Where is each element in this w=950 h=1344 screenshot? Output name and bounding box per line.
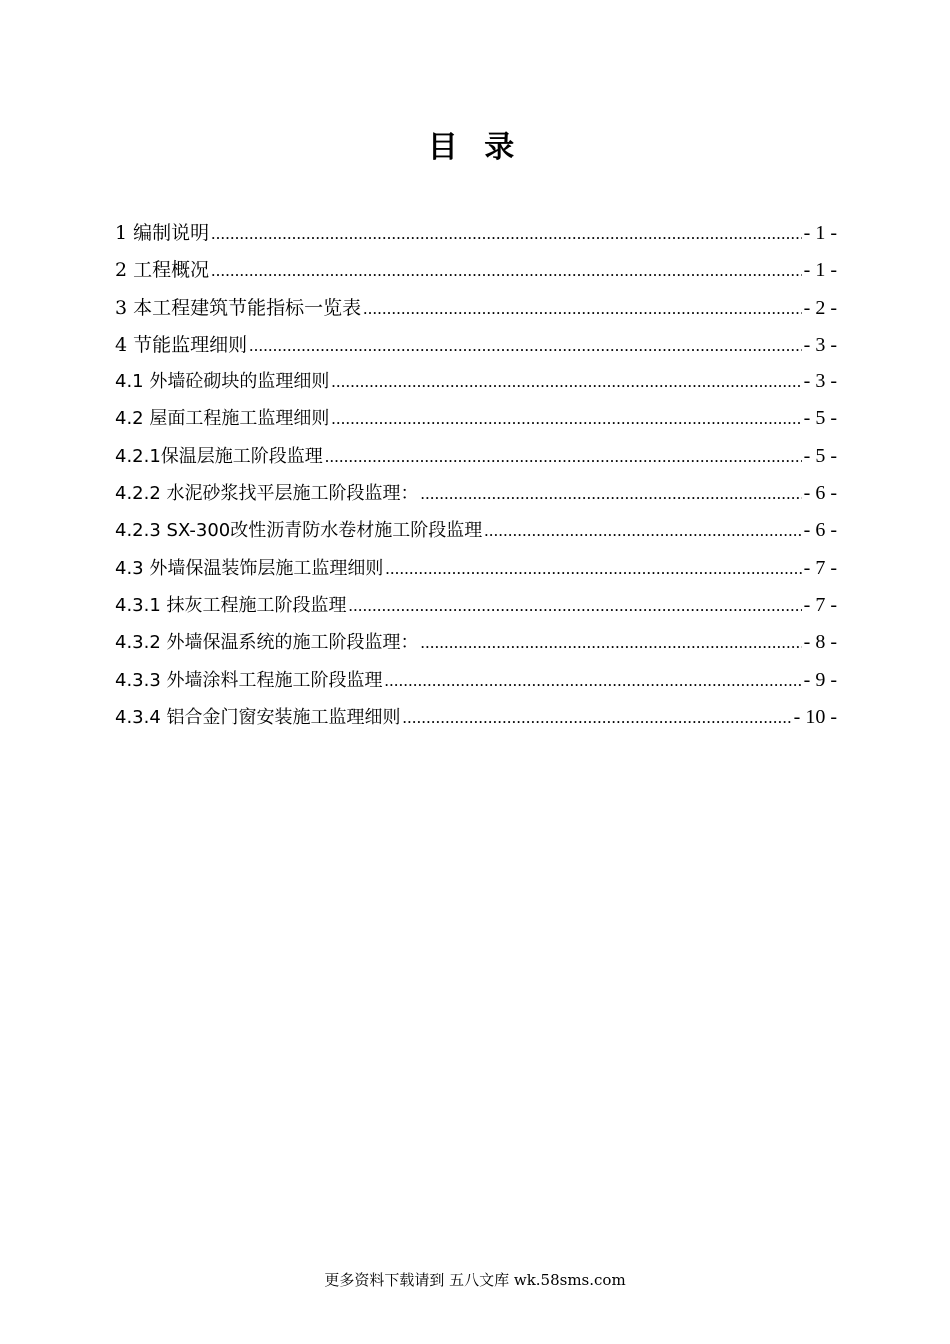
toc-dot-leader bbox=[385, 559, 801, 579]
toc-dot-leader bbox=[421, 633, 802, 653]
toc-entry-label: 4.3.2 外墙保温系统的施工阶段监理： bbox=[115, 632, 419, 654]
toc-dot-leader bbox=[249, 336, 802, 356]
toc-entry[interactable] bbox=[115, 666, 837, 703]
toc-entry[interactable] bbox=[115, 516, 837, 553]
toc-entry[interactable] bbox=[115, 367, 837, 404]
toc-page-number: - 6 - bbox=[803, 519, 837, 542]
toc-page-number: - 9 - bbox=[803, 668, 837, 691]
toc-entry-label: 4.3.3 外墙涂料工程施工阶段监理 bbox=[115, 669, 383, 691]
toc-entry-label: 4.2.1保温层施工阶段监理 bbox=[115, 445, 323, 467]
toc-page-number: - 7 - bbox=[803, 556, 837, 579]
toc-dot-leader bbox=[331, 409, 801, 429]
toc-entry-label: 4.2.3 SX-300改性沥青防水卷材施工阶段监理 bbox=[115, 520, 483, 542]
toc-page-number: - 3 - bbox=[803, 333, 837, 356]
toc-dot-leader bbox=[403, 708, 792, 728]
toc-page-number: - 10 - bbox=[793, 705, 837, 728]
toc-entry[interactable] bbox=[115, 404, 837, 441]
toc-entry-label: 4.3.4 铝合金门窗安装施工监理细则 bbox=[115, 706, 401, 728]
toc-entry-label: 4 节能监理细则 bbox=[115, 333, 248, 356]
toc-entry-label: 2 工程概况 bbox=[115, 259, 210, 282]
toc-page-number: - 8 - bbox=[803, 631, 837, 654]
toc-page-number: - 2 - bbox=[803, 296, 837, 319]
toc-entry[interactable] bbox=[115, 330, 837, 367]
toc-dot-leader bbox=[385, 671, 802, 691]
toc-dot-leader bbox=[331, 372, 801, 392]
toc-dot-leader bbox=[421, 484, 802, 504]
toc-page-number: - 5 - bbox=[803, 407, 837, 430]
toc-entry-label: 4.3 外墙保温装饰层施工监理细则 bbox=[115, 557, 384, 579]
toc-entry[interactable] bbox=[115, 628, 837, 665]
toc-entry[interactable] bbox=[115, 479, 837, 516]
table-of-contents bbox=[115, 218, 837, 740]
toc-page-number: - 5 - bbox=[803, 444, 837, 467]
toc-page-number: - 7 - bbox=[803, 593, 837, 616]
toc-entry-label: 4.1 外墙砼砌块的监理细则 bbox=[115, 371, 330, 393]
toc-dot-leader bbox=[484, 521, 801, 541]
toc-entry[interactable] bbox=[115, 591, 837, 628]
page-title: 目 录 bbox=[427, 130, 523, 165]
toc-entry-label: 4.2.2 水泥砂浆找平层施工阶段监理： bbox=[115, 483, 419, 505]
toc-entry[interactable] bbox=[115, 554, 837, 591]
toc-dot-leader bbox=[325, 447, 802, 467]
toc-dot-leader bbox=[211, 224, 802, 244]
toc-entry-label: 4.2 屋面工程施工监理细则 bbox=[115, 408, 330, 430]
toc-dot-leader bbox=[211, 261, 802, 281]
page-footer: 更多资料下载请到 五八文库 wk.58sms.com bbox=[324, 1271, 626, 1289]
toc-entry[interactable] bbox=[115, 703, 837, 740]
toc-dot-leader bbox=[363, 299, 802, 319]
toc-page-number: - 6 - bbox=[803, 482, 837, 505]
toc-page-number: - 1 - bbox=[803, 259, 837, 282]
toc-page-number: - 3 - bbox=[803, 370, 837, 393]
toc-page-number: - 1 - bbox=[803, 222, 837, 244]
toc-entry[interactable] bbox=[115, 293, 837, 330]
toc-entry[interactable] bbox=[115, 218, 837, 255]
toc-entry[interactable] bbox=[115, 442, 837, 479]
toc-entry-label: 3 本工程建筑节能指标一览表 bbox=[115, 296, 362, 319]
toc-entry-label: 4.3.1 抹灰工程施工阶段监理 bbox=[115, 594, 347, 616]
toc-dot-leader bbox=[349, 596, 802, 616]
toc-entry[interactable] bbox=[115, 255, 837, 292]
toc-entry-label: 1 编制说明 bbox=[115, 222, 210, 244]
